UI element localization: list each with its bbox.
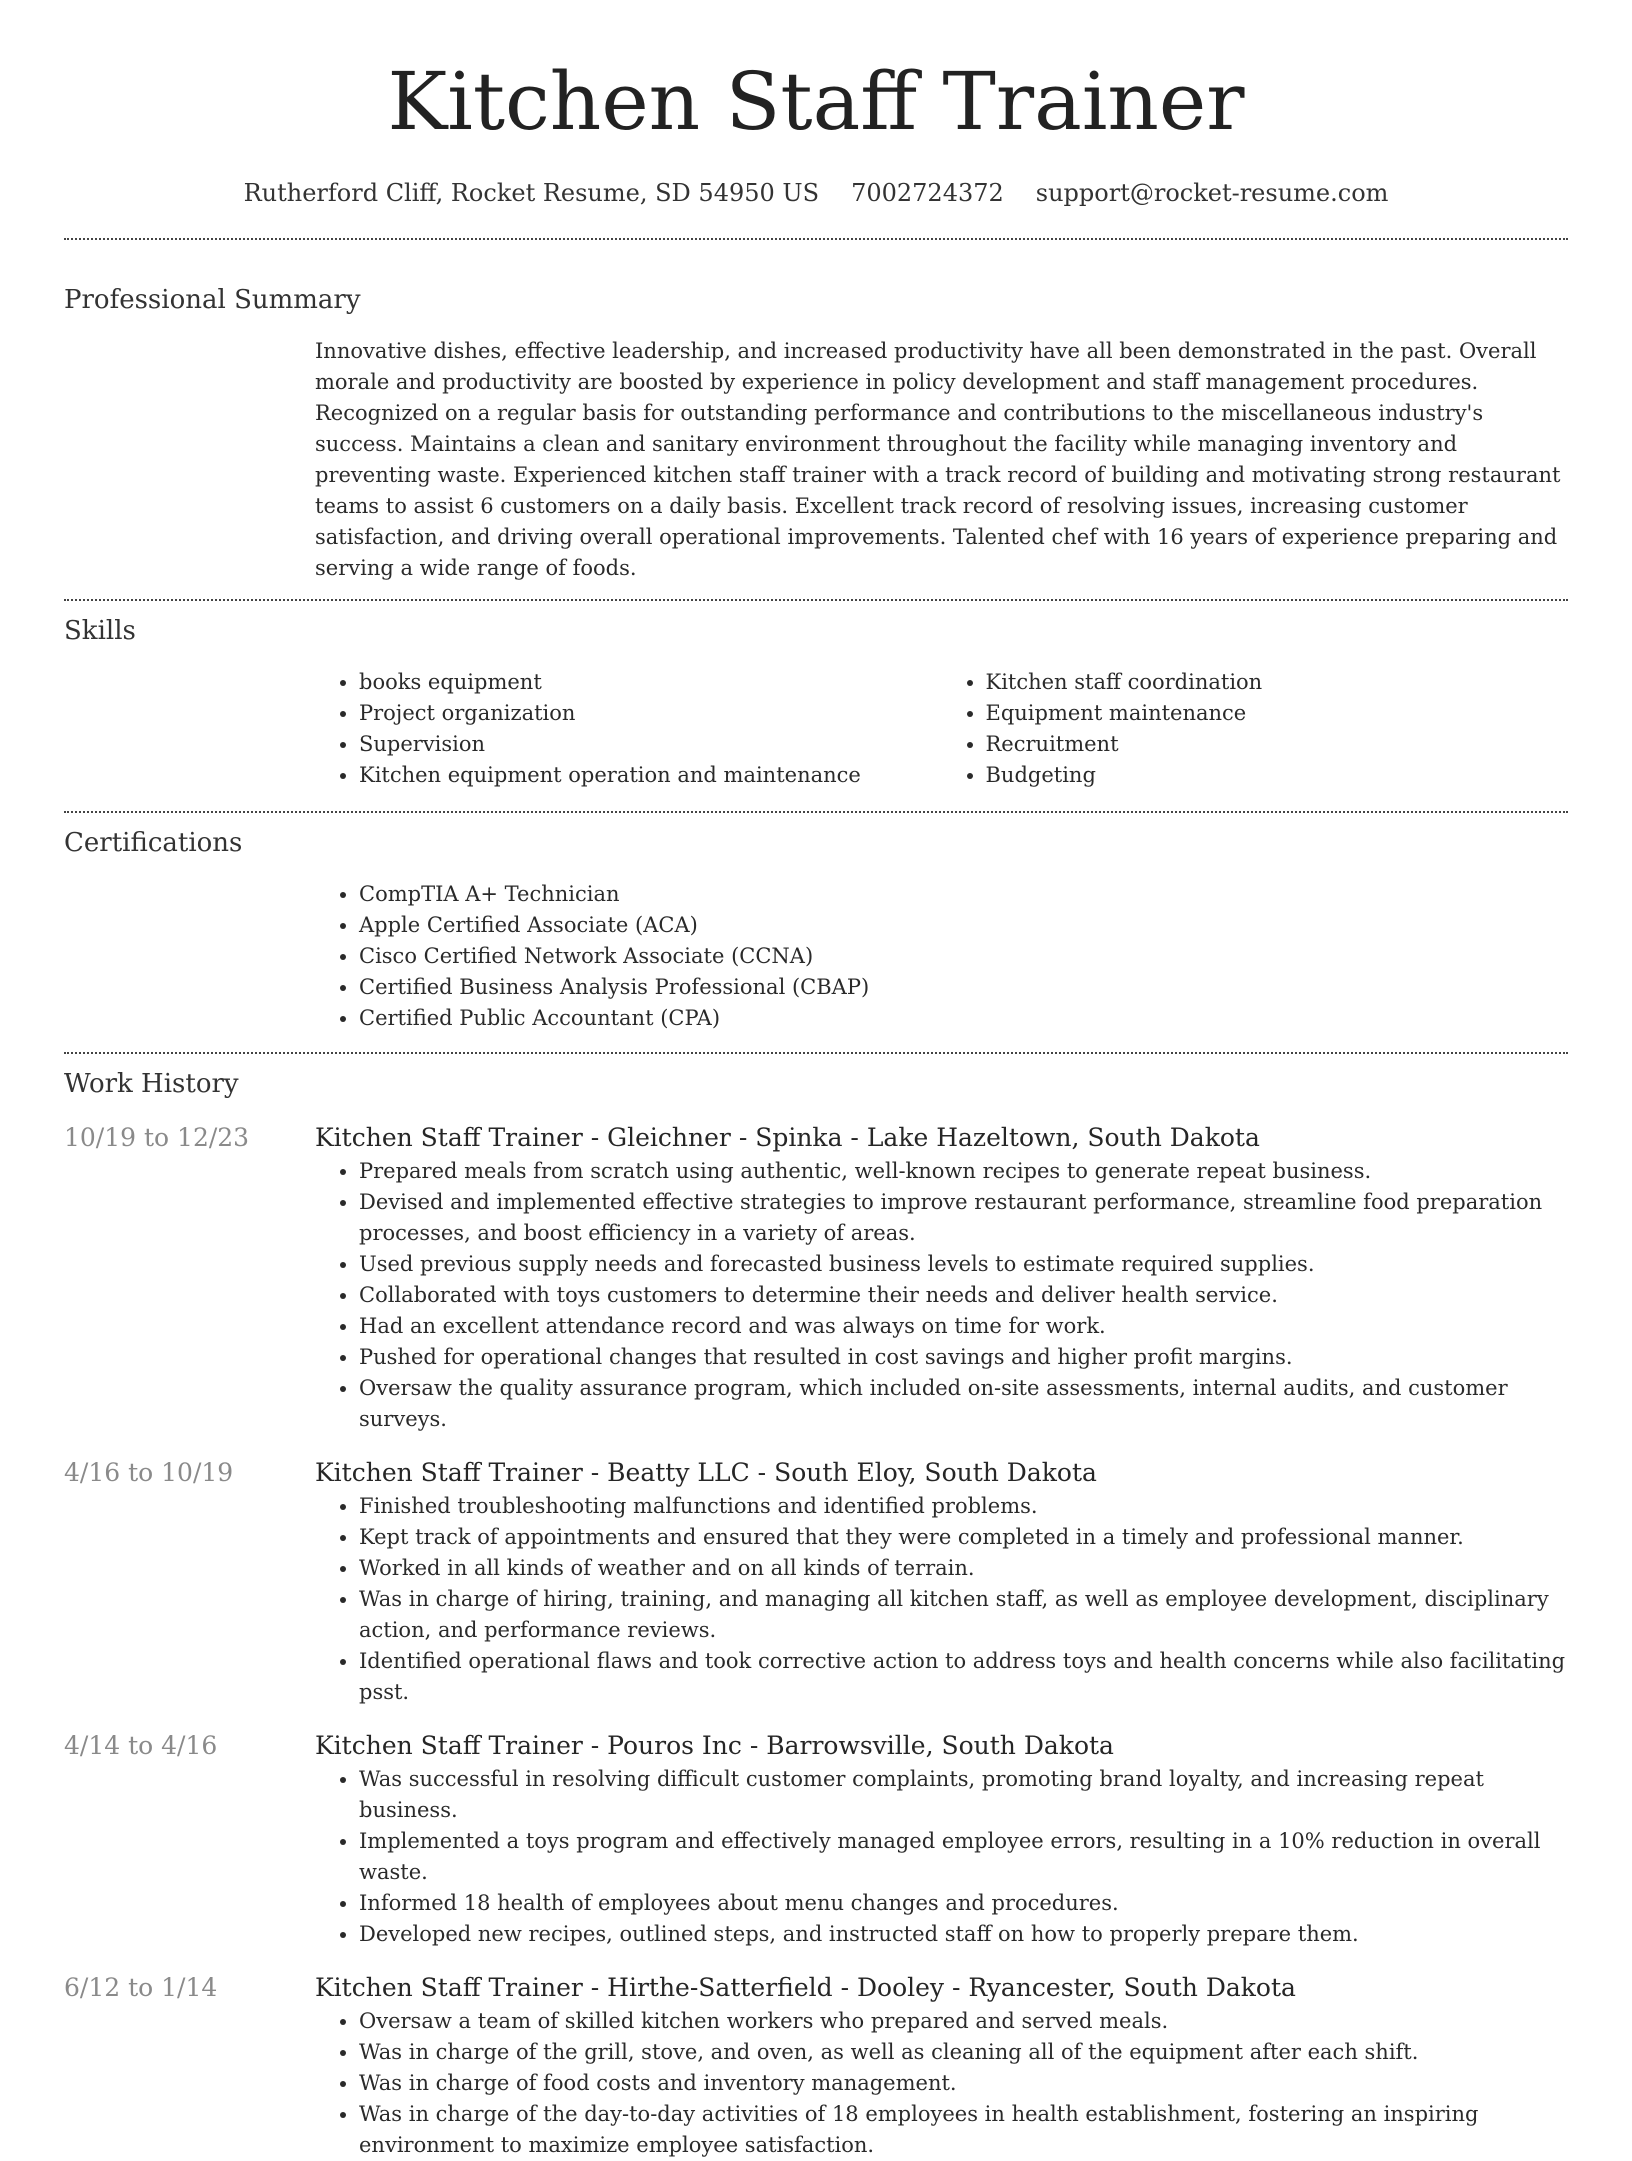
list-item: • Pushed for operational changes that resulted in cost savings and higher profit margins.	[359, 1342, 1568, 1373]
job-dates: 10/19 to 12/23	[64, 1123, 250, 1152]
job-dates: 4/14 to 4/16	[64, 1731, 218, 1760]
list-item: • Worked in all kinds of weather and on all kinds of terrain.	[359, 1553, 1568, 1584]
job-bullets	[315, 1491, 1568, 1708]
contact-phone: 7002724372	[851, 179, 1004, 207]
section-divider	[64, 811, 1568, 813]
work-history-section	[64, 1066, 1568, 2161]
list-item: • Oversaw the quality assurance program, which included on-site assessments, internal audits, and customer surveys.	[359, 1373, 1568, 1435]
list-item: • Identified operational flaws and took corrective action to address toys and health concerns while also facilitating psst.	[359, 1646, 1568, 1708]
job-entry	[64, 1970, 1568, 2161]
list-item: • Collaborated with toys customers to determine their needs and deliver health service.	[359, 1280, 1568, 1311]
job-dates: 6/12 to 1/14	[64, 1973, 218, 2002]
list-item: • CompTIA A+ Technician	[359, 879, 1568, 910]
certifications-list	[315, 879, 1568, 1034]
list-item: • Project organization	[359, 698, 942, 729]
job-bullets	[315, 2006, 1568, 2161]
skills-list-right	[942, 667, 1569, 791]
list-item: • Devised and implemented effective strategies to improve restaurant performance, streamline food preparation processes, and boost efficiency in a variety of areas.	[359, 1187, 1568, 1249]
job-bullets	[315, 1764, 1568, 1950]
list-item: • Supervision	[359, 729, 942, 760]
skills-list-left	[315, 667, 942, 791]
certifications-section	[64, 825, 1568, 1034]
job-title: Kitchen Staff Trainer - Pouros Inc - Barrowsville, South Dakota	[315, 1731, 1114, 1760]
list-item: • Used previous supply needs and forecasted business levels to estimate required supplies.	[359, 1249, 1568, 1280]
list-item: • Finished troubleshooting malfunctions and identified problems.	[359, 1491, 1568, 1522]
list-item: • Recruitment	[986, 729, 1569, 760]
job-dates: 4/16 to 10/19	[64, 1458, 234, 1487]
section-divider	[64, 1052, 1568, 1054]
list-item: • Equipment maintenance	[986, 698, 1569, 729]
list-item: • Certified Public Accountant (CPA)	[359, 1003, 1568, 1034]
contact-address: Rutherford Cliff, Rocket Resume, SD 54950 US	[243, 179, 820, 207]
section-title-certifications: Certifications	[64, 828, 243, 858]
summary-section	[64, 282, 1568, 584]
list-item: • Was in charge of hiring, training, and managing all kitchen staff, as well as employee development, disciplinary action, and performance reviews.	[359, 1584, 1568, 1646]
candidate-name: Kitchen Staff Trainer	[387, 55, 1245, 148]
job-title: Kitchen Staff Trainer - Hirthe-Satterfield - Dooley - Ryancester, South Dakota	[315, 1973, 1296, 2002]
list-item: • books equipment	[359, 667, 942, 698]
summary-text: Innovative dishes, effective leadership, and increased productivity have all been demonstrated in the past. Overall morale and productivity are boosted by experience in policy development and staff management procedures. Recognized on a regular basis for outstanding performance and contributions to the miscellaneous industry's success. Maintains a clean and sanitary environment throughout the facility while managing inventory and preventing waste. Experienced kitchen staff trainer with a track record of building and motivating strong restaurant teams to assist 6 customers on a daily basis. Excellent track record of resolving issues, increasing customer satisfaction, and driving overall operational improvements. Talented chef with 16 years of experience preparing and serving a wide range of foods.	[315, 339, 1561, 580]
list-item: • Informed 18 health of employees about menu changes and procedures.	[359, 1888, 1568, 1919]
job-title: Kitchen Staff Trainer - Beatty LLC - South Eloy, South Dakota	[315, 1458, 1097, 1487]
job-entry	[64, 1120, 1568, 1435]
list-item: • Oversaw a team of skilled kitchen workers who prepared and served meals.	[359, 2006, 1568, 2037]
resume-header	[64, 0, 1568, 210]
list-item: • Budgeting	[986, 760, 1569, 791]
contact-line	[64, 176, 1568, 210]
list-item: • Prepared meals from scratch using authentic, well-known recipes to generate repeat business.	[359, 1156, 1568, 1187]
list-item: • Had an excellent attendance record and was always on time for work.	[359, 1311, 1568, 1342]
contact-email: support@rocket-resume.com	[1035, 179, 1389, 207]
job-bullets	[315, 1156, 1568, 1435]
section-divider	[64, 599, 1568, 601]
section-title-skills: Skills	[64, 616, 136, 646]
list-item: • Was successful in resolving difficult customer complaints, promoting brand loyalty, and increasing repeat business.	[359, 1764, 1568, 1826]
job-title: Kitchen Staff Trainer - Gleichner - Spinka - Lake Hazeltown, South Dakota	[315, 1123, 1260, 1152]
list-item: • Certified Business Analysis Professional (CBAP)	[359, 972, 1568, 1003]
job-entry	[64, 1455, 1568, 1708]
list-item: • Apple Certified Associate (ACA)	[359, 910, 1568, 941]
skills-section	[64, 613, 1568, 791]
list-item: • Was in charge of the day-to-day activities of 18 employees in health establishment, fostering an inspiring environment to maximize employee satisfaction.	[359, 2099, 1568, 2161]
list-item: • Kept track of appointments and ensured that they were completed in a timely and professional manner.	[359, 1522, 1568, 1553]
list-item: • Cisco Certified Network Associate (CCNA)	[359, 941, 1568, 972]
job-entry	[64, 1728, 1568, 1950]
list-item: • Was in charge of the grill, stove, and oven, as well as cleaning all of the equipment after each shift.	[359, 2037, 1568, 2068]
list-item: • Was in charge of food costs and inventory management.	[359, 2068, 1568, 2099]
section-divider	[64, 238, 1568, 240]
section-title-summary: Professional Summary	[64, 285, 361, 315]
list-item: • Kitchen staff coordination	[986, 667, 1569, 698]
list-item: • Implemented a toys program and effectively managed employee errors, resulting in a 10% reduction in overall waste.	[359, 1826, 1568, 1888]
section-title-work-history: Work History	[64, 1069, 239, 1099]
list-item: • Developed new recipes, outlined steps, and instructed staff on how to properly prepare them.	[359, 1919, 1568, 1950]
list-item: • Kitchen equipment operation and maintenance	[359, 760, 942, 791]
